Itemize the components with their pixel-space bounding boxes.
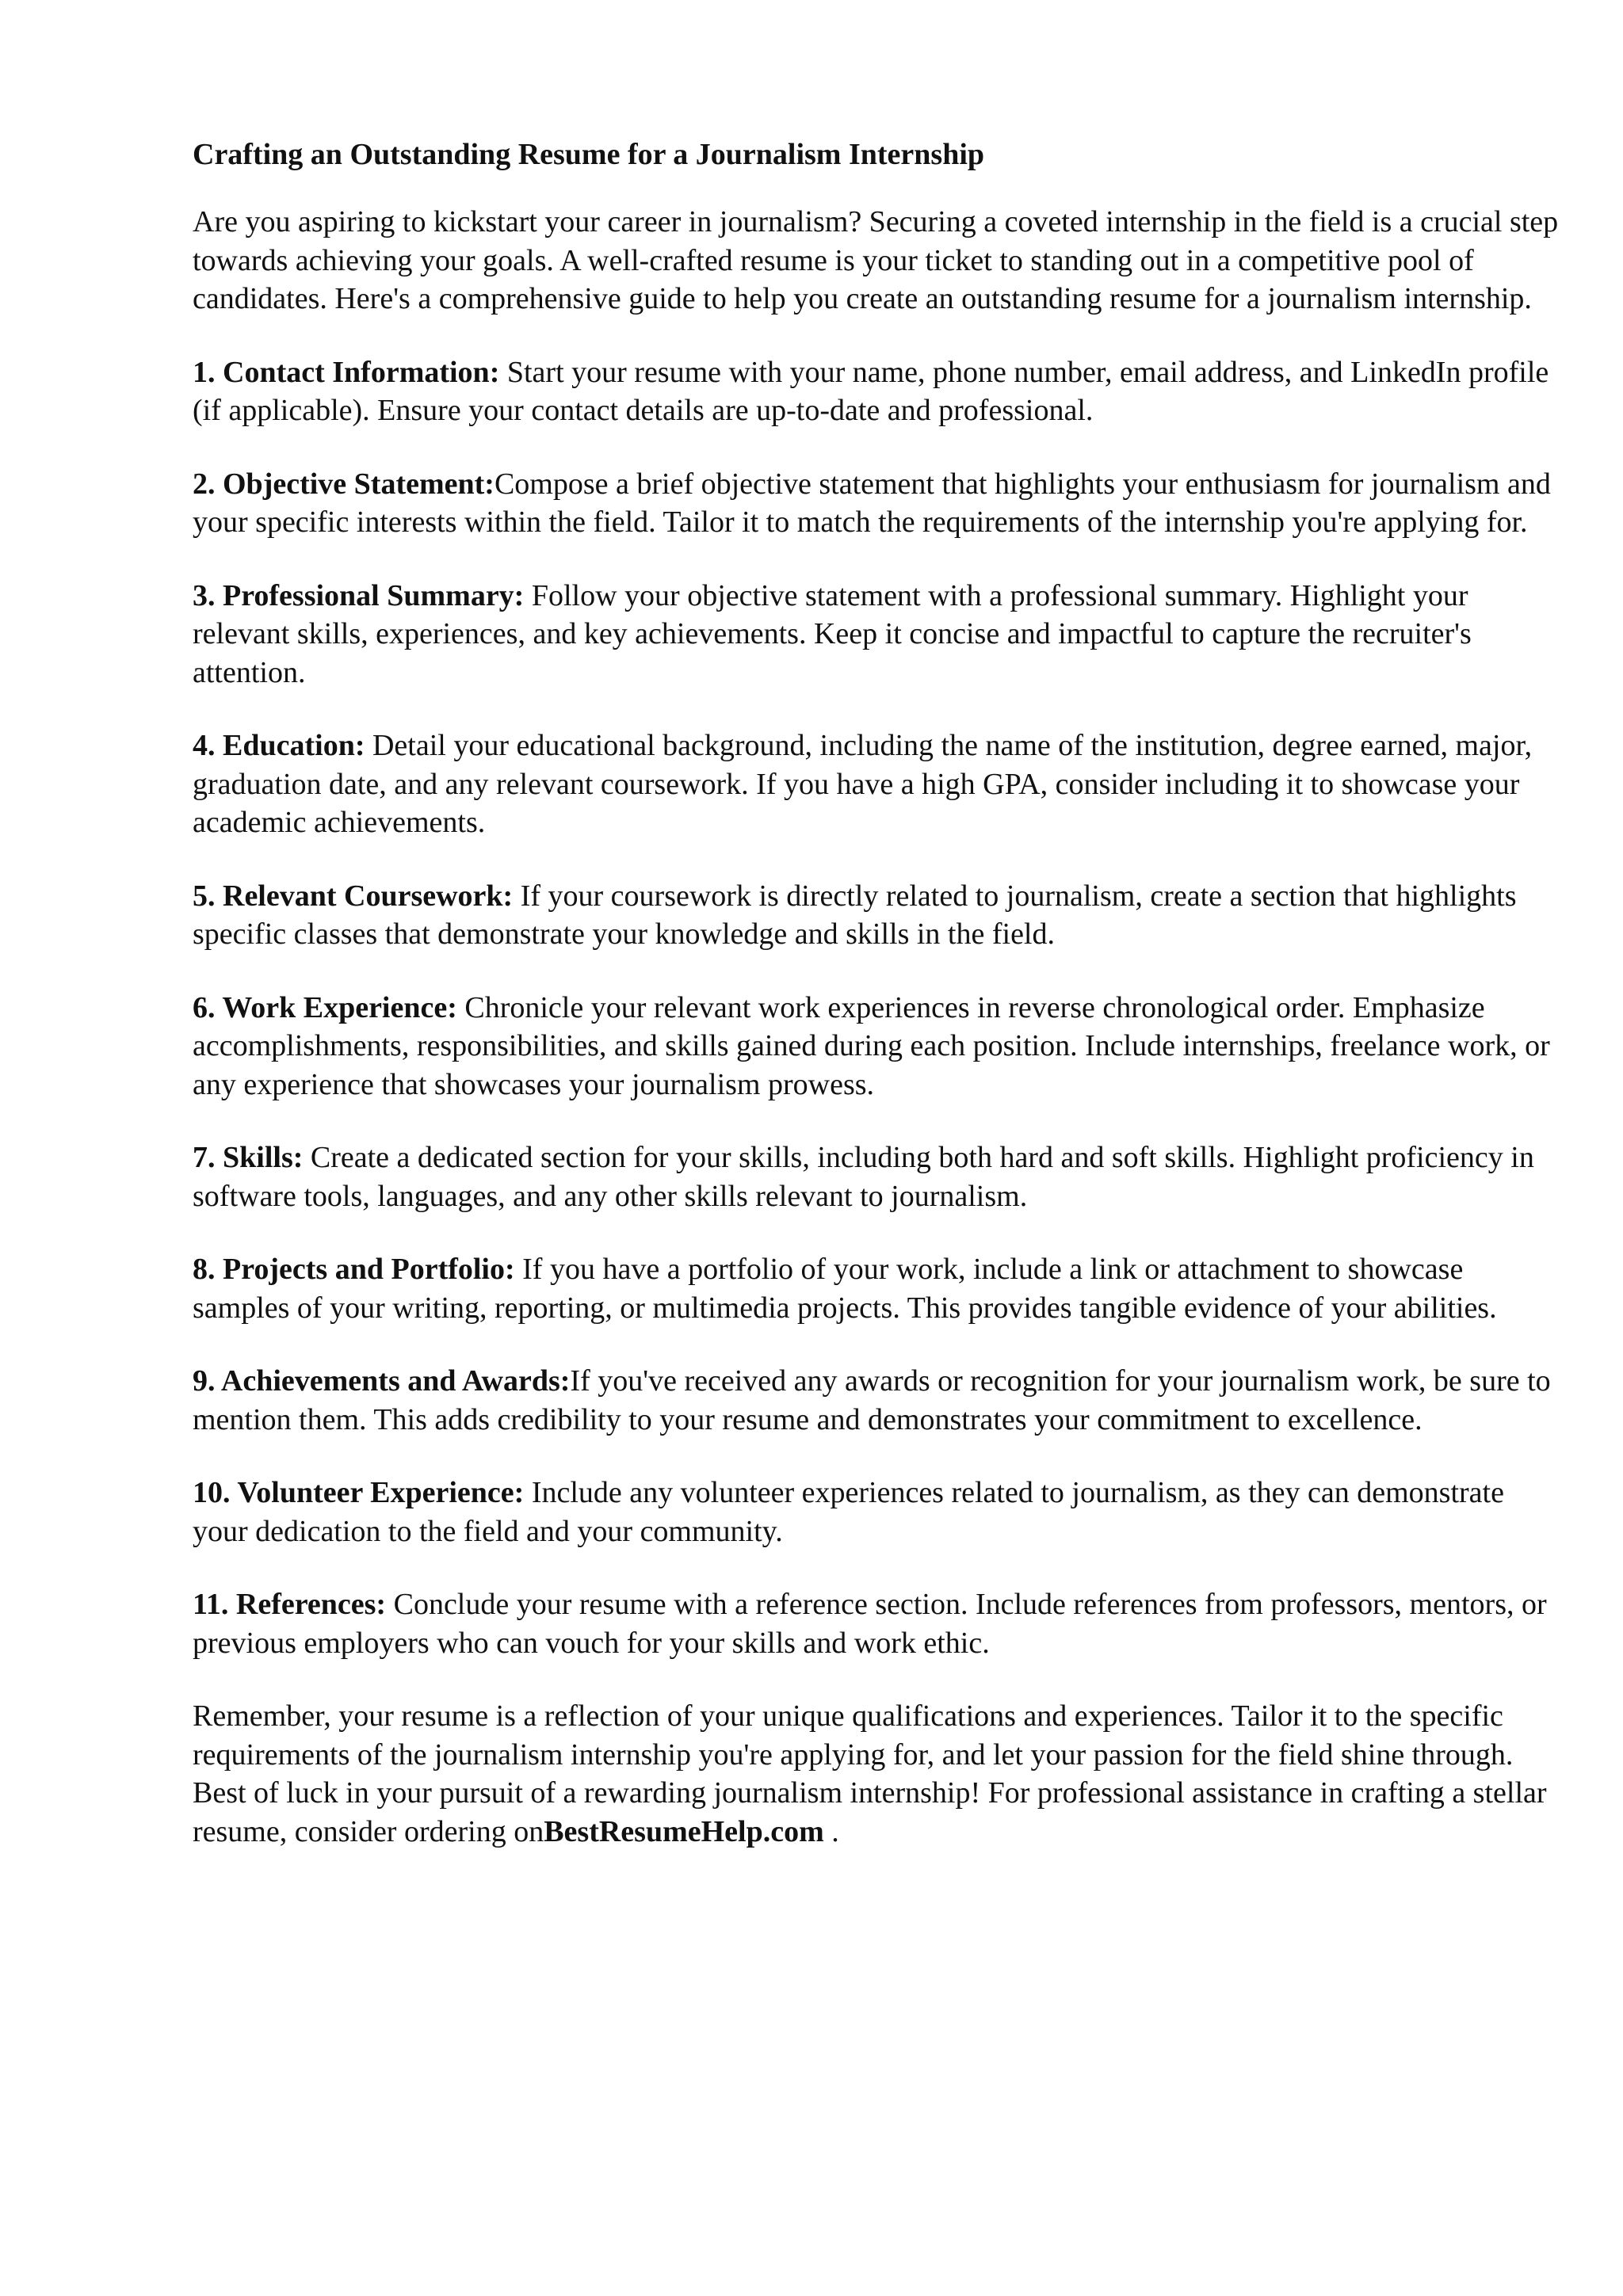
section-text: Create a dedicated section for your skills, including both hard and soft skills. Highlight proficiency in software tools, languages, and any other skills relevant to journalism. xyxy=(193,1141,1534,1213)
section-references xyxy=(193,1585,1560,1662)
section-text: If your coursework is directly related to journalism, create a section that highlights specific classes that demonstrate your knowledge and skills in the field. xyxy=(193,879,1517,951)
section-skills xyxy=(193,1138,1560,1215)
section-text: Detail your educational background, including the name of the institution, degree earned, major, graduation date, and any relevant coursework. If you have a high GPA, consider including it to showcase your academic achievements. xyxy=(193,729,1533,839)
section-achievements-and-awards xyxy=(193,1362,1560,1439)
section-work-experience xyxy=(193,989,1560,1104)
section-label: 3. Professional Summary: xyxy=(193,578,525,612)
section-professional-summary xyxy=(193,577,1560,692)
closing-paragraph xyxy=(193,1697,1560,1851)
section-text: Follow your objective statement with a professional summary. Highlight your relevant skills, experiences, and key achievements. Keep it concise and impactful to capture the recruiter's attention. xyxy=(193,578,1472,689)
section-volunteer-experience xyxy=(193,1474,1560,1550)
section-text: Include any volunteer experiences related to journalism, as they can demonstrate your dedication to the field and your community. xyxy=(193,1476,1504,1548)
section-education xyxy=(193,727,1560,842)
section-label: 9. Achievements and Awards: xyxy=(193,1364,571,1398)
document-title: Crafting an Outstanding Resume for a Journalism Internship xyxy=(193,138,985,171)
section-label: 4. Education: xyxy=(193,729,365,762)
closing-end: . xyxy=(823,1814,839,1848)
document-body xyxy=(193,135,1560,1886)
section-label: 1. Contact Information: xyxy=(193,355,500,389)
section-text: Start your resume with your name, phone number, email address, and LinkedIn profile (if applicable). Ensure your contact details are up-to-date and professional. xyxy=(193,355,1549,427)
section-label: 6. Work Experience: xyxy=(193,990,457,1024)
website-name: BestResumeHelp.com xyxy=(544,1814,824,1848)
section-label: 8. Projects and Portfolio: xyxy=(193,1253,515,1286)
intro-paragraph: Are you aspiring to kickstart your career in journalism? Securing a coveted internship in the field is a crucial step towards achieving your goals. A well-crafted resume is your ticket to standing out in a competitive pool of candidates. Here's a comprehensive guide to help you create an outstanding resume for a journalism internship. xyxy=(193,205,1559,315)
section-text: If you've received any awards or recognition for your journalism work, be sure to mention them. This adds credibility to your resume and demonstrates your commitment to excellence. xyxy=(193,1364,1551,1436)
section-label: 11. References: xyxy=(193,1588,387,1621)
section-projects-and-portfolio xyxy=(193,1250,1560,1327)
section-label: 7. Skills: xyxy=(193,1141,304,1174)
section-label: 10. Volunteer Experience: xyxy=(193,1476,525,1509)
section-relevant-coursework xyxy=(193,877,1560,954)
section-text: Conclude your resume with a reference section. Include references from professors, mentors, or previous employers who can vouch for your skills and work ethic. xyxy=(193,1588,1547,1660)
section-label: 2. Objective Statement: xyxy=(193,467,495,501)
section-label: 5. Relevant Coursework: xyxy=(193,879,514,913)
section-text: Compose a brief objective statement that highlights your enthusiasm for journalism and your specific interests within the field. Tailor it to match the requirements of the internship you're applying for. xyxy=(193,467,1551,539)
section-text: Chronicle your relevant work experiences in reverse chronological order. Emphasize accomplishments, responsibilities, and skills gained during each position. Include internships, freelance work, or any experience that showcases your journalism prowess. xyxy=(193,990,1550,1101)
section-contact-information xyxy=(193,353,1560,430)
section-text: If you have a portfolio of your work, include a link or attachment to showcase samples of your writing, reporting, or multimedia projects. This provides tangible evidence of your abilities. xyxy=(193,1253,1497,1325)
section-objective-statement xyxy=(193,465,1560,542)
closing-text: Remember, your resume is a reflection of your unique qualifications and experiences. Tailor it to the specific requirements of the journalism internship you're applying for, and let your passion for the field shine through. Best of luck in your pursuit of a rewarding journalism internship! For professional assistance in crafting a stellar resume, consider ordering on xyxy=(193,1699,1547,1848)
